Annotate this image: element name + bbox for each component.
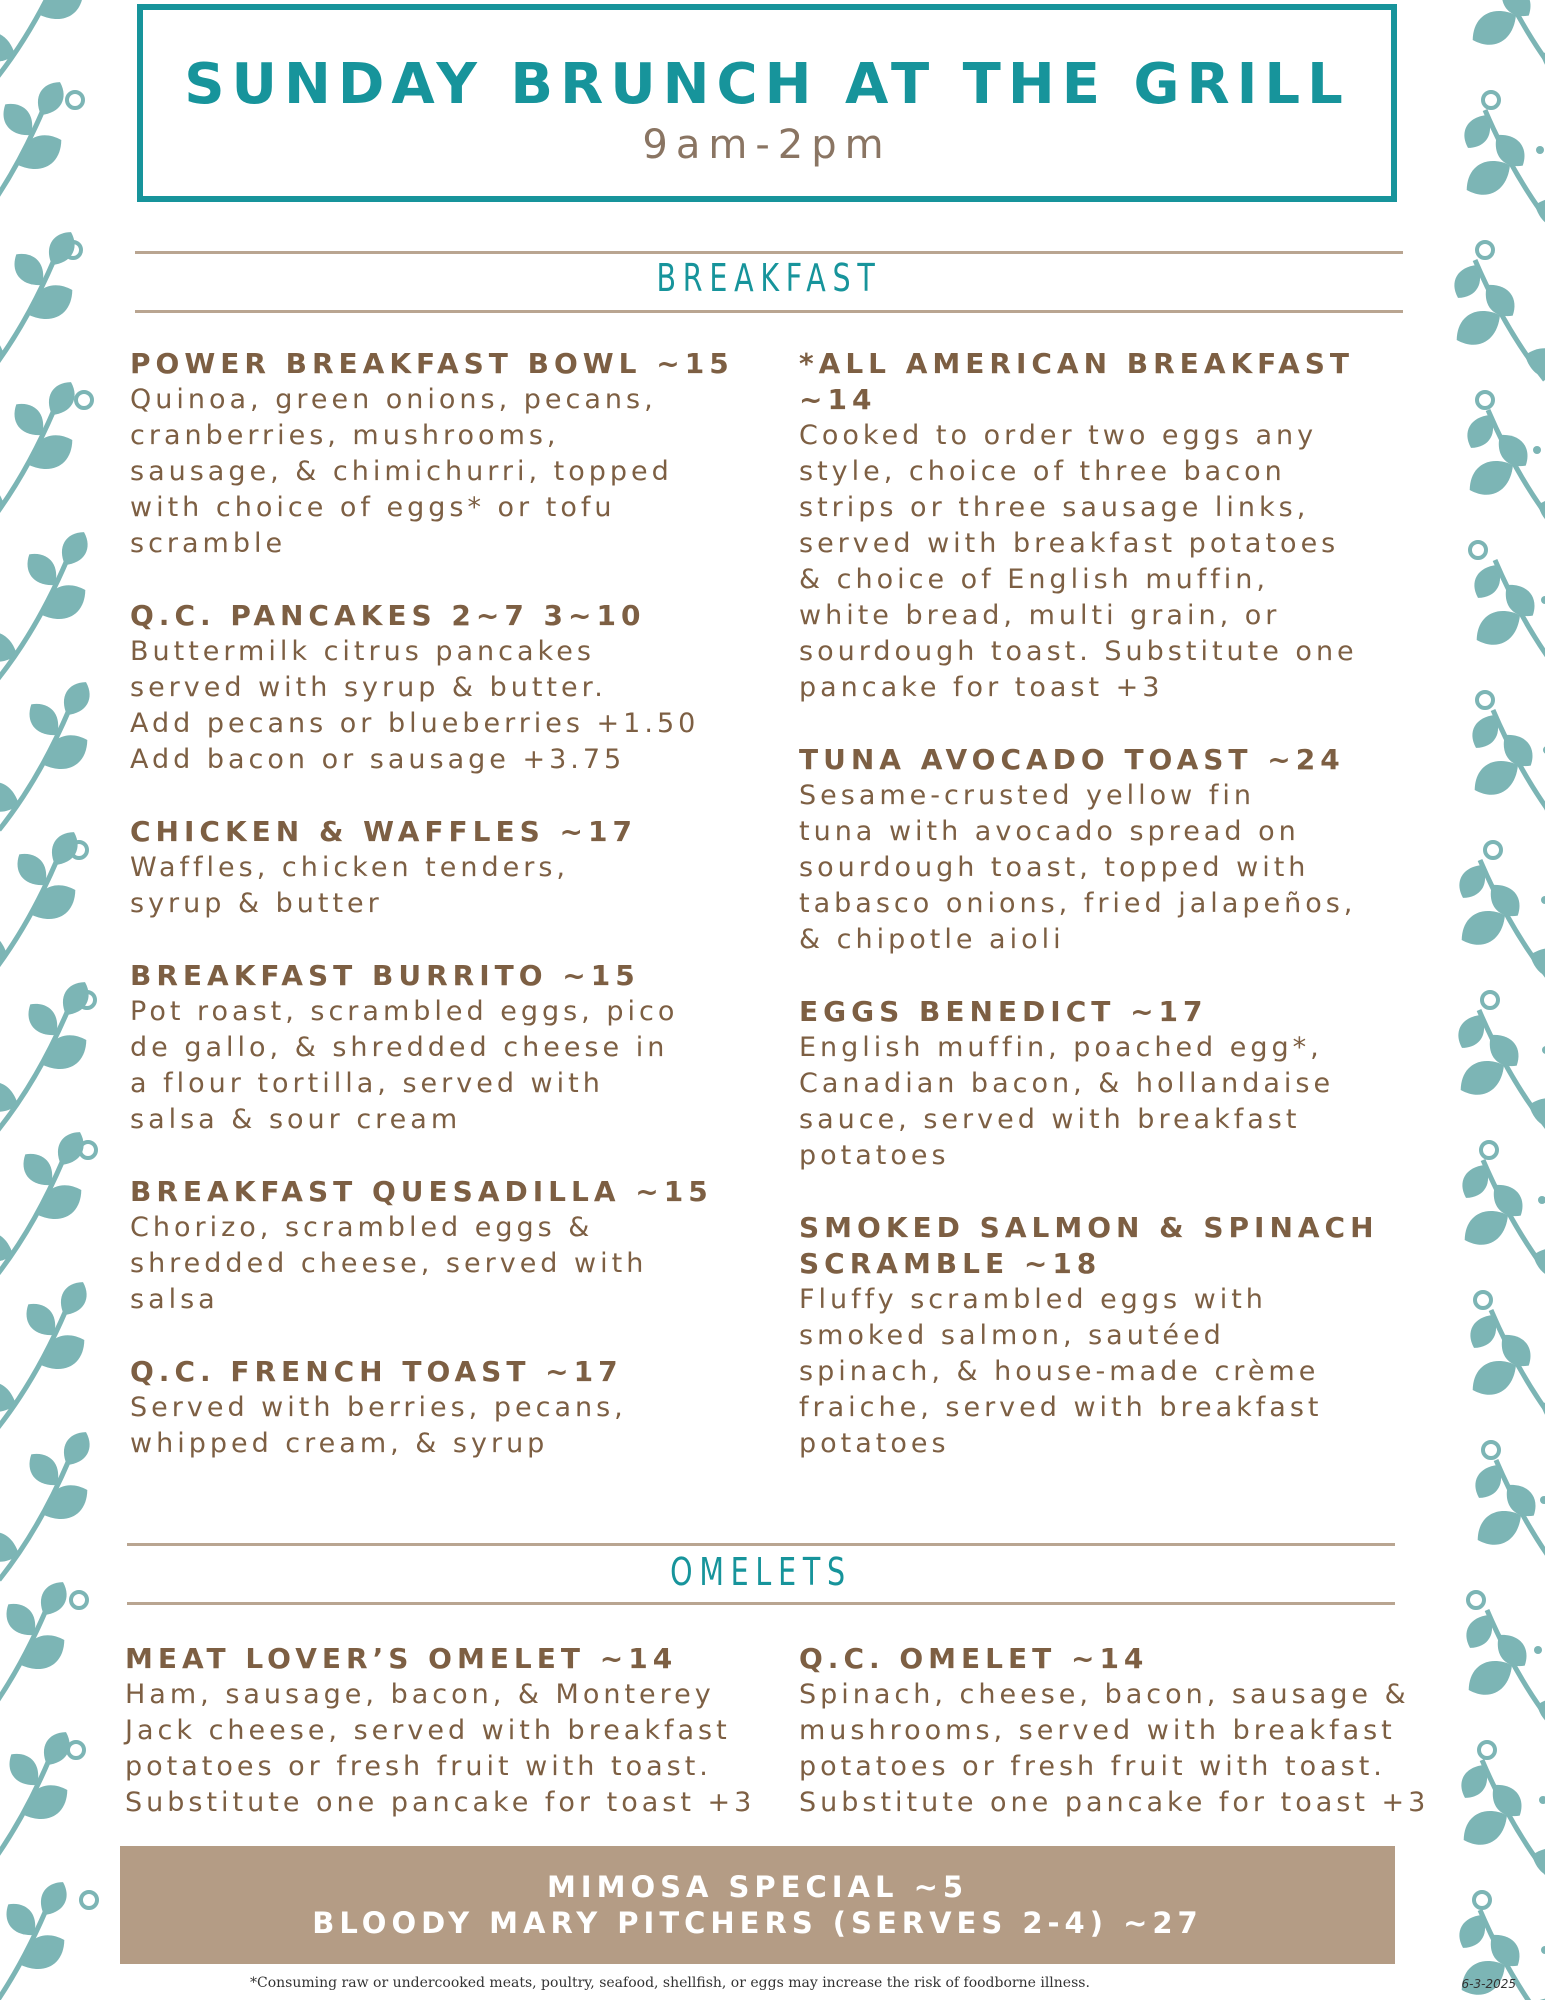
- hours: 9am-2pm: [642, 122, 892, 168]
- leaf-shape: [1461, 409, 1501, 454]
- leaf-shape: [0, 1896, 44, 1943]
- ring-dot: [81, 1892, 97, 1908]
- menu-item-description: [130, 1210, 770, 1318]
- breakfast-left-column: [130, 346, 770, 1498]
- description-line: tabasco onions, fried jalapeños,: [799, 888, 1357, 919]
- menu-item-description: [799, 1282, 1439, 1462]
- leaf-shape: [57, 1426, 97, 1471]
- omelets-right-column: [799, 1641, 1439, 1857]
- menu-item: [799, 742, 1439, 958]
- leaf-shape: [36, 1476, 95, 1528]
- description-line: Served with berries, pecans,: [130, 1392, 627, 1423]
- leaf-shape: [36, 726, 95, 778]
- leaf-shape: [21, 426, 80, 478]
- description-line: Add bacon or sausage +3.75: [130, 744, 626, 775]
- leaf-shape: [0, 96, 41, 143]
- section-title-breakfast: BREAKFAST: [656, 256, 882, 300]
- ring-dot: [1468, 1592, 1484, 1608]
- description-line: whipped cream, & syrup: [130, 1428, 549, 1459]
- menu-item-name: Q.C. PANCAKES 2~7 3~10: [130, 599, 646, 632]
- menu-item-description: [130, 634, 770, 778]
- leaf-shape: [1456, 1159, 1496, 1204]
- menu-item-description: [799, 1030, 1439, 1174]
- leaf-shape: [0, 1596, 44, 1643]
- leaf-shape: [13, 1626, 72, 1678]
- ring-dot: [1483, 1442, 1499, 1458]
- leaf-shape: [34, 576, 93, 628]
- ring-dot: [1474, 1892, 1490, 1908]
- description-line: sausage, & chimichurri, topped: [130, 456, 673, 487]
- description-line: shredded cheese, served with: [130, 1248, 648, 1279]
- ring-dot: [1477, 692, 1493, 708]
- leaf-shape: [21, 276, 80, 328]
- ring-dot: [1482, 992, 1498, 1008]
- description-line: Fluffy scrambled eggs with: [799, 1284, 1267, 1315]
- description-line: Ham, sausage, bacon, & Monterey: [125, 1679, 715, 1710]
- menu-item: [799, 1641, 1439, 1821]
- breakfast-right-column: [799, 346, 1439, 1498]
- description-line: Waffles, chicken tenders,: [130, 852, 569, 883]
- leaf-shape: [35, 1026, 94, 1078]
- ring-dot: [1485, 842, 1501, 858]
- leaf-shape: [45, 826, 85, 871]
- menu-item-description: [799, 418, 1439, 706]
- divider: [135, 310, 1403, 313]
- menu-item: [799, 1210, 1439, 1462]
- leaf-shape: [1466, 709, 1506, 754]
- menu-item-description: [125, 1677, 785, 1821]
- description-line: Pot roast, scrambled eggs, pico: [130, 996, 679, 1027]
- leaf-shape: [37, 1726, 77, 1771]
- vine-stem: [0, 1460, 69, 1580]
- leaf-shape: [56, 976, 96, 1021]
- leaf-shape: [30, 1176, 89, 1228]
- dot: [1536, 146, 1544, 154]
- description-line: Chorizo, scrambled eggs &: [130, 1212, 594, 1243]
- description-line: pancake for toast +3: [799, 672, 1164, 703]
- menu-item-name: MEAT LOVER’S OMELET ~14: [125, 1642, 678, 1675]
- leaf-shape: [16, 1776, 75, 1828]
- menu-item-description: [130, 850, 770, 922]
- dot: [1539, 1796, 1545, 1804]
- leaf-shape: [34, 1576, 74, 1621]
- leaf-shape: [57, 676, 97, 721]
- dot: [1533, 446, 1541, 454]
- description-line: tuna with avocado spread on: [799, 816, 1300, 847]
- description-line: Buttermilk citrus pancakes: [130, 636, 595, 667]
- omelets-left-column: [125, 1641, 785, 1857]
- description-line: syrup & butter: [130, 888, 383, 919]
- description-line: Quinoa, green onions, pecans,: [130, 384, 657, 415]
- vine-stem: [0, 710, 69, 830]
- description-line: Substitute one pancake for toast +3: [799, 1787, 1430, 1818]
- leaf-shape: [1464, 1309, 1504, 1354]
- leaf-shape: [1464, 0, 1504, 4]
- leaf-shape: [1460, 1609, 1500, 1654]
- description-line: white bread, multi grain, or: [799, 600, 1281, 631]
- description-line: & chipotle aioli: [799, 924, 1065, 955]
- menu-item: [799, 346, 1439, 706]
- menu-item: [799, 994, 1439, 1174]
- leaf-shape: [31, 76, 71, 121]
- menu-item: [130, 958, 770, 1138]
- description-line: Jack cheese, served with breakfast: [125, 1715, 731, 1746]
- leaf-shape: [10, 126, 69, 178]
- food-safety-disclaimer: *Consuming raw or undercooked meats, poultry, seafood, shellfish, or eggs may increase the risk of foodborne illness.: [250, 1975, 1090, 1991]
- leaf-shape: [13, 1926, 72, 1978]
- description-line: Canadian bacon, & hollandaise: [799, 1068, 1335, 1099]
- ring-dot: [67, 92, 83, 108]
- leaf-shape: [1452, 1009, 1492, 1054]
- section-title-omelets: OMELETS: [670, 1550, 852, 1594]
- ring-dot: [1477, 242, 1493, 258]
- ring-dot: [1475, 1292, 1491, 1308]
- description-line: fraiche, served with breakfast: [799, 1392, 1323, 1423]
- leaf-shape: [42, 226, 82, 271]
- description-line: sauce, served with breakfast: [799, 1104, 1301, 1135]
- dot: [1541, 596, 1545, 604]
- ring-dot: [1479, 1742, 1495, 1758]
- menu-item-name: BREAKFAST BURRITO ~15: [130, 959, 640, 992]
- ring-dot: [1477, 392, 1493, 408]
- leaf-shape: [32, 0, 91, 29]
- leaf-shape: [1453, 859, 1493, 904]
- dot: [1534, 1646, 1542, 1654]
- menu-item: [125, 1641, 785, 1821]
- description-line: mushrooms, served with breakfast: [799, 1715, 1396, 1746]
- leaf-border-left: [0, 0, 130, 2000]
- menu-item-description: [799, 778, 1439, 958]
- leaf-shape: [33, 1326, 92, 1378]
- drink-specials-banner: [120, 1846, 1395, 1964]
- menu-item-description: [799, 1677, 1439, 1821]
- description-line: smoked salmon, sautéed: [799, 1320, 1225, 1351]
- description-line: potatoes: [799, 1428, 950, 1459]
- description-line: salsa: [130, 1284, 219, 1315]
- leaf-shape: [1469, 1459, 1509, 1504]
- divider: [135, 251, 1403, 254]
- menu-item-description: [130, 382, 770, 562]
- menu-item: [130, 598, 770, 778]
- menu-item-name: Q.C. FRENCH TOAST ~17: [130, 1355, 623, 1388]
- description-line: potatoes: [799, 1140, 950, 1171]
- description-line: potatoes or fresh fruit with toast.: [125, 1751, 712, 1782]
- menu-item-description: [130, 994, 770, 1138]
- description-line: & choice of English muffin,: [799, 564, 1269, 595]
- menu-item-name: EGGS BENEDICT ~17: [799, 995, 1208, 1028]
- description-line: style, choice of three bacon: [799, 456, 1286, 487]
- bloody-mary-special: BLOODY MARY PITCHERS (SERVES 2-4) ~27: [312, 1906, 1203, 1940]
- dot: [1540, 1496, 1545, 1504]
- menu-item-name: POWER BREAKFAST BOWL ~15: [130, 347, 734, 380]
- menu-item-name: Q.C. OMELET ~14: [799, 1642, 1149, 1675]
- description-line: cranberries, mushrooms,: [130, 420, 560, 451]
- description-line: with choice of eggs* or tofu: [130, 492, 616, 523]
- header-box: [137, 4, 1397, 202]
- description-line: de gallo, & shredded cheese in: [130, 1032, 669, 1063]
- ring-dot: [68, 1742, 84, 1758]
- description-line: served with syrup & butter.: [130, 672, 607, 703]
- leaf-shape: [1458, 109, 1498, 154]
- leaf-shape: [51, 1126, 91, 1171]
- description-line: Sesame-crusted yellow fin: [799, 780, 1255, 811]
- ring-dot: [1470, 542, 1486, 558]
- ring-dot: [1483, 92, 1499, 108]
- description-line: served with breakfast potatoes: [799, 528, 1340, 559]
- description-line: Spinach, cheese, bacon, sausage &: [799, 1679, 1410, 1710]
- divider: [127, 1602, 1395, 1605]
- description-line: scramble: [130, 528, 287, 559]
- menu-item-name: CHICKEN & WAFFLES ~17: [130, 815, 637, 848]
- leaf-shape: [1453, 1909, 1493, 1954]
- menu-item-name: TUNA AVOCADO TOAST ~24: [799, 743, 1345, 776]
- description-line: Cooked to order two eggs any: [799, 420, 1318, 451]
- menu-item: [130, 346, 770, 562]
- dot: [1541, 896, 1545, 904]
- description-line: sourdough toast, topped with: [799, 852, 1310, 883]
- ring-dot: [1481, 1142, 1497, 1158]
- description-line: spinach, & house-made crème: [799, 1356, 1320, 1387]
- dot: [1538, 1196, 1545, 1204]
- menu-item: [130, 814, 770, 922]
- leaf-shape: [1455, 1759, 1495, 1804]
- menu-item-name: SMOKED SALMON & SPINACH SCRAMBLE ~18: [799, 1211, 1379, 1280]
- ring-dot: [71, 1592, 87, 1608]
- mimosa-special: MIMOSA SPECIAL ~5: [546, 1870, 969, 1904]
- divider: [127, 1543, 1395, 1546]
- description-line: Add pecans or blueberries +1.50: [130, 708, 700, 739]
- menu-item-description: [130, 1390, 770, 1462]
- description-line: a flour tortilla, served with: [130, 1068, 604, 1099]
- leaf-shape: [1468, 559, 1508, 604]
- description-line: Substitute one pancake for toast +3: [125, 1787, 756, 1818]
- menu-item: [130, 1354, 770, 1462]
- ring-dot: [76, 392, 92, 408]
- leaf-shape: [1448, 259, 1488, 304]
- description-line: salsa & sour cream: [130, 1104, 462, 1135]
- description-line: strips or three sausage links,: [799, 492, 1310, 523]
- description-line: English muffin, poached egg*,: [799, 1032, 1323, 1063]
- dot: [1541, 1946, 1545, 1954]
- leaf-shape: [55, 526, 95, 571]
- menu-item: [130, 1174, 770, 1318]
- leaf-shape: [54, 1276, 94, 1321]
- leaf-shape: [34, 1876, 74, 1921]
- menu-item-name: BREAKFAST QUESADILLA ~15: [130, 1175, 713, 1208]
- page-title: SUNDAY BRUNCH AT THE GRILL: [184, 52, 1350, 117]
- menu-item-name: *ALL AMERICAN BREAKFAST ~14: [799, 347, 1355, 416]
- menu-date: 6-3-2025: [1461, 1977, 1516, 1991]
- description-line: potatoes or fresh fruit with toast.: [799, 1751, 1386, 1782]
- leaf-shape: [24, 876, 83, 928]
- description-line: sourdough toast. Substitute one: [799, 636, 1358, 667]
